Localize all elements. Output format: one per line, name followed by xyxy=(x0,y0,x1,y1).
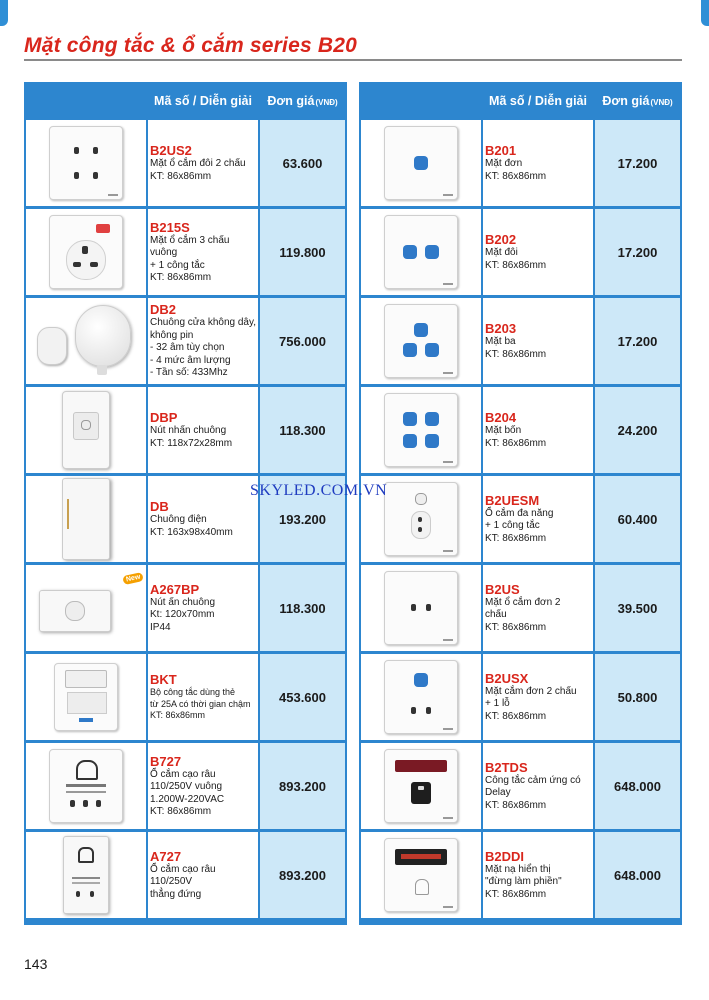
product-price: 893.200 xyxy=(260,832,345,918)
product-description xyxy=(483,743,593,829)
product-details: Mặt đơn KT: 86x86mm xyxy=(485,158,547,182)
bell-button-ip44-icon xyxy=(26,565,146,651)
product-code: B2DDI xyxy=(485,848,525,864)
product-code: BKT xyxy=(150,672,177,688)
table-header xyxy=(24,82,347,119)
product-price: 453.600 xyxy=(260,654,345,740)
table-row xyxy=(359,386,682,474)
table-row xyxy=(24,208,347,296)
product-code: B2US xyxy=(485,581,520,597)
touch-delay-switch-icon xyxy=(361,743,481,829)
watermark: SKYLED.COM.VN xyxy=(250,482,388,499)
product-details: Mặt ba KT: 86x86mm xyxy=(485,336,547,360)
product-code: B215S xyxy=(150,219,190,235)
product-price: 39.500 xyxy=(595,565,680,651)
product-price: 63.600 xyxy=(260,120,345,206)
product-description xyxy=(483,565,593,651)
double-plate-icon xyxy=(361,209,481,295)
desc-column-header xyxy=(483,82,593,119)
single-socket-hole-icon xyxy=(361,654,481,740)
product-description xyxy=(483,298,593,384)
product-details: Chuông điện KT: 163x98x40mm xyxy=(150,514,233,538)
table-header xyxy=(359,82,682,119)
product-details: Ổ cắm đa năng + 1 công tắc KT: 86x86mm xyxy=(485,507,554,544)
product-price: 193.200 xyxy=(260,476,345,562)
price-header-label: Đơn giá xyxy=(267,93,315,108)
product-details: Bộ công tắc dùng thẻ từ 25A có thời gian chậm KT: 86x86mm xyxy=(150,687,251,721)
price-column-header xyxy=(595,82,680,119)
quad-plate-icon xyxy=(361,387,481,473)
table-row xyxy=(359,564,682,652)
product-code: B2TDS xyxy=(485,759,528,775)
product-description xyxy=(483,209,593,295)
page-title: Mặt công tắc & ổ cắm series B20 xyxy=(24,34,357,57)
product-code: B2USX xyxy=(485,670,529,686)
corner-decoration-right xyxy=(701,0,709,26)
product-details: Mặt bốn KT: 86x86mm xyxy=(485,425,547,449)
double-socket-icon xyxy=(26,120,146,206)
product-price: 756.000 xyxy=(260,298,345,384)
product-price: 17.200 xyxy=(595,120,680,206)
product-code: A267BP xyxy=(150,581,200,597)
table-row xyxy=(359,475,682,563)
product-details: Mặt nạ hiển thị "đừng làm phiền" KT: 86x86mm xyxy=(485,863,562,900)
product-price: 648.000 xyxy=(595,832,680,918)
product-details: Mặt cắm đơn 2 chấu + 1 lỗ KT: 86x86mm xyxy=(485,685,577,722)
title-divider xyxy=(24,59,682,61)
product-table-left xyxy=(24,82,347,925)
wireless-doorbell-icon xyxy=(26,298,146,384)
corner-decoration-left xyxy=(0,0,8,26)
product-description xyxy=(148,120,258,206)
price-column-header xyxy=(260,82,345,119)
product-code: B204 xyxy=(485,410,517,425)
table-row xyxy=(24,297,347,385)
product-price: 17.200 xyxy=(595,298,680,384)
product-details: Nút nhấn chuông KT: 118x72x28mm xyxy=(150,425,233,449)
product-description xyxy=(148,743,258,829)
product-description xyxy=(148,209,258,295)
table-row xyxy=(359,831,682,919)
product-details: Mặt ổ cắm 3 chấu vuông + 1 công tắc KT: 86x86mm xyxy=(150,234,230,283)
single-plate-icon xyxy=(361,120,481,206)
table-row xyxy=(359,653,682,741)
product-details: Ổ cắm cạo râu 110/250V thẳng đứng xyxy=(150,863,216,900)
product-code: B727 xyxy=(150,753,182,769)
product-description xyxy=(148,476,258,562)
product-price: 50.800 xyxy=(595,654,680,740)
new-badge: New xyxy=(122,572,144,585)
product-details: Mặt đôi KT: 86x86mm xyxy=(485,247,547,271)
product-code: B2UESM xyxy=(485,492,540,508)
product-details: Ổ cắm cạo râu 110/250V vuông 1.200W-220VAC KT: 86x86mm xyxy=(150,768,225,817)
product-price: 118.300 xyxy=(260,387,345,473)
desc-column-header xyxy=(148,82,258,119)
table-row xyxy=(24,742,347,830)
product-details: Mặt ổ cắm đơn 2 chấu KT: 86x86mm xyxy=(485,596,561,633)
product-price: 893.200 xyxy=(260,743,345,829)
product-description xyxy=(148,298,258,384)
product-description xyxy=(483,654,593,740)
table-row xyxy=(359,208,682,296)
table-row xyxy=(24,386,347,474)
single-socket-icon xyxy=(361,565,481,651)
product-price: 17.200 xyxy=(595,209,680,295)
table-row xyxy=(24,831,347,919)
table-row xyxy=(24,564,347,652)
three-pin-socket-switch-icon xyxy=(26,209,146,295)
table-row xyxy=(24,119,347,207)
product-code: A727 xyxy=(150,848,182,864)
price-header-label: Đơn giá xyxy=(602,93,650,108)
desc-header-label: Mã số / Diễn giải xyxy=(154,93,252,108)
product-description xyxy=(483,387,593,473)
product-description xyxy=(148,654,258,740)
product-details: Mặt ổ cắm đôi 2 chấu KT: 86x86mm xyxy=(150,158,246,182)
table-row xyxy=(359,297,682,385)
product-table-right xyxy=(359,82,682,925)
electric-bell-icon xyxy=(26,476,146,562)
product-description xyxy=(483,832,593,918)
shaver-socket-square-icon xyxy=(26,743,146,829)
product-code: DBP xyxy=(150,410,178,425)
table-row xyxy=(359,119,682,207)
price-unit-label: (VNĐ) xyxy=(315,98,338,107)
product-price: 118.300 xyxy=(260,565,345,651)
table-row xyxy=(359,742,682,830)
product-code: B202 xyxy=(485,232,517,247)
product-price: 60.400 xyxy=(595,476,680,562)
product-price: 24.200 xyxy=(595,387,680,473)
shaver-socket-vertical-icon xyxy=(26,832,146,918)
product-code: B203 xyxy=(485,321,517,336)
product-code: DB2 xyxy=(150,302,177,318)
product-description xyxy=(148,565,258,651)
product-code: DB xyxy=(150,499,169,514)
product-details: Nút ấn chuông Kt: 120x70mm IP44 xyxy=(150,596,216,633)
desc-header-label: Mã số / Diễn giải xyxy=(489,93,587,108)
product-description xyxy=(148,832,258,918)
product-description xyxy=(148,387,258,473)
table-row xyxy=(24,653,347,741)
product-description xyxy=(483,476,593,562)
product-code: B201 xyxy=(485,143,517,158)
product-code: B2US2 xyxy=(150,143,192,158)
product-price: 648.000 xyxy=(595,743,680,829)
page-number: 143 xyxy=(24,956,48,972)
do-not-disturb-display-icon xyxy=(361,832,481,918)
price-unit-label: (VNĐ) xyxy=(650,98,673,107)
product-description xyxy=(483,120,593,206)
triple-plate-icon xyxy=(361,298,481,384)
product-details: Chuông cửa không dây, không pin - 32 âm tùy chọn - 4 mức âm lượng - Tần số: 433Mhz xyxy=(150,317,257,379)
product-price: 119.800 xyxy=(260,209,345,295)
bell-push-button-icon xyxy=(26,387,146,473)
product-details: Công tắc cảm ứng có Delay KT: 86x86mm xyxy=(485,774,581,811)
key-card-switch-icon xyxy=(26,654,146,740)
